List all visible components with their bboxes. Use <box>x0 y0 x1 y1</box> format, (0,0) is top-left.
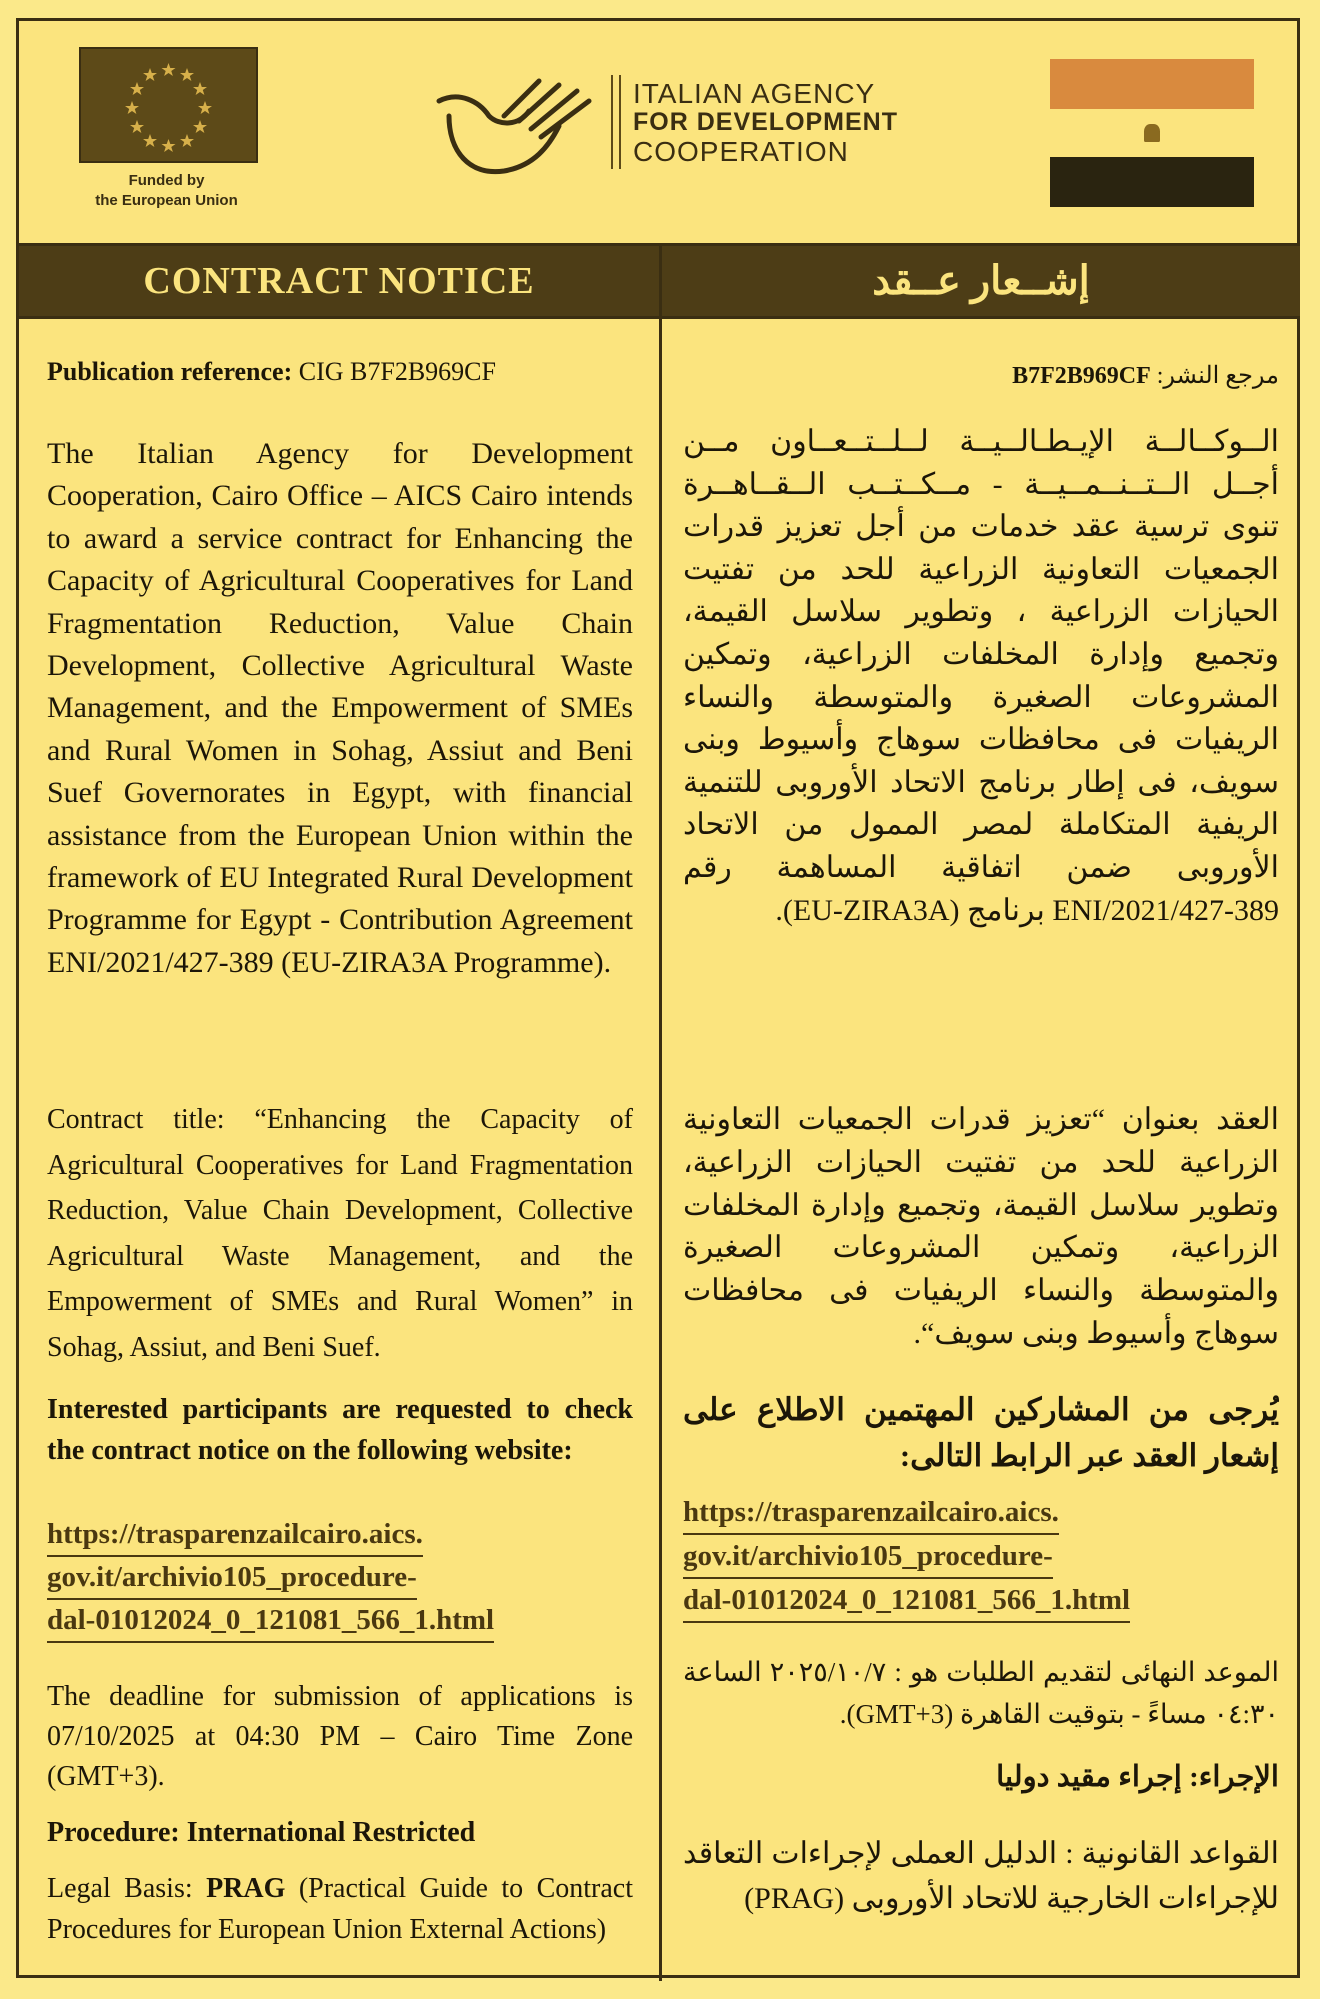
deadline-paragraph: The deadline for submission of applications is 07/10/2025 at 04:30 PM – Cairo Time Zone (GMT+3). <box>47 1681 633 1792</box>
arabic-request-paragraph: يُرجى من المشاركين المهتمين الاطلاع على إشعار العقد عبر الرابط التالى: <box>683 1392 1279 1473</box>
eu-funding-caption <box>59 171 274 211</box>
publication-reference-value: CIG B7F2B969CF <box>298 357 496 386</box>
aics-divider-bar <box>611 75 621 169</box>
eu-caption-line-1: Funded by <box>128 172 205 189</box>
arabic-notice-url-link[interactable] <box>683 1491 1264 1623</box>
notice-frame <box>16 18 1300 1978</box>
arabic-procedure-line: الإجراء: إجراء مقيد دوليا <box>996 1761 1279 1793</box>
arabic-deadline-paragraph: الموعد النهائى لتقديم الطلبات هو : ٢٠٢٥/١٠/٧ الساعة ٠٤:٣٠ مساءً - بتوقيت القاهرة (GMT+3). <box>683 1657 1279 1729</box>
header <box>19 21 1297 246</box>
url-line-3[interactable]: dal-01012024_0_121081_566_1.html <box>47 1600 494 1643</box>
arabic-url-line-1[interactable]: https://trasparenzailcairo.aics. <box>683 1491 1059 1535</box>
notice-url-link[interactable] <box>47 1514 633 1643</box>
arabic-legal-basis: القواعد القانونية : الدليل العملى لإجراءات التعاقد للإجراءات الخارجية للاتحاد الأوروبى (PRAG) <box>683 1837 1279 1915</box>
arabic-column <box>683 321 1279 1971</box>
publication-reference <box>47 357 496 387</box>
url-line-1[interactable]: https://trasparenzailcairo.aics. <box>47 1514 423 1557</box>
english-banner-title: CONTRACT NOTICE <box>143 260 535 302</box>
arabic-publication-reference <box>1012 361 1279 390</box>
banner-english <box>19 246 659 319</box>
banner-arabic <box>662 246 1300 319</box>
eagle-of-saladin-icon <box>1144 124 1160 142</box>
arabic-publication-label: مرجع النشر: <box>1156 363 1279 389</box>
column-divider <box>659 246 662 1981</box>
intro-paragraph: The Italian Agency for Development Cooperation, Cairo Office – AICS Cairo intends to award a service contract for Enhancing the Capacity of Agricultural Cooperatives for Land Fragmentation Reduction, Value Chain Development, Collective Agricultural Waste Management, and the Empowerment of SMEs and Rural Women in Sohag, Assiut and Beni Suef Governorates in Egypt, with financial assistance from the European Union within the framework of EU Integrated Rural Development Programme for Egypt - Contribution Agreement ENI/2021/427-389 (EU-ZIRA3A Programme). <box>47 437 633 979</box>
english-column <box>47 321 633 1971</box>
aics-line-1: ITALIAN AGENCY <box>633 78 876 109</box>
procedure-line: Procedure: International Restricted <box>47 1817 476 1848</box>
aics-wordmark <box>633 79 898 166</box>
legal-basis-prag: PRAG <box>206 1873 286 1904</box>
eu-caption-line-2: the European Union <box>95 192 238 209</box>
legal-basis-label: Legal Basis: <box>47 1873 193 1904</box>
legal-basis-paragraph <box>47 1869 633 1950</box>
arabic-publication-value: B7F2B969CF <box>1012 363 1151 389</box>
arabic-url-line-3[interactable]: dal-01012024_0_121081_566_1.html <box>683 1579 1130 1623</box>
url-line-2[interactable]: gov.it/archivio105_procedure- <box>47 1557 417 1600</box>
legal-basis-rest: (Practical Guide to Contract Procedures for European Union External Actions) <box>47 1873 633 1945</box>
arabic-url-line-2[interactable]: gov.it/archivio105_procedure- <box>683 1535 1053 1579</box>
request-paragraph: Interested participants are requested to check the contract notice on the following website: <box>47 1394 633 1466</box>
publication-reference-label: Publication reference: <box>47 357 293 386</box>
eu-stars-icon <box>125 63 212 152</box>
aics-line-3: COOPERATION <box>633 136 849 167</box>
egypt-flag-icon <box>1050 59 1254 207</box>
arabic-intro-paragraph: الــوكــالــة الإيـطـالــيــة لــلــتــعــاون مــن أجــل الــتــنــمــيــة - مــكــتــب الــقــاهــرة تنوى ترسية عقد خدمات من أجل تعزيز قدرات الجمعيات التعاونية الزراعية للحد من تفتيت الحيازات الزراعية ، وتطوير سلاسل القيمة، وتجميع وإدارة المخلفات الزراعية، وتمكين المشروعات الصغيرة والمتوسطة والنساء الريفيات فى محافظات سوهاج وأسيوط وبنى سويف، فى إطار برنامج الاتحاد الأوروبى للتنمية الريفية المتكاملة لمصر الممول من الاتحاد الأوروبى ضمن اتفاقية المساهمة رقم ENI/2021/427-389 برنامج (EU-ZIRA3A). <box>683 425 1279 927</box>
aics-line-2: FOR DEVELOPMENT <box>633 108 899 136</box>
arabic-banner-title: إشــعار عــقد <box>872 258 1090 303</box>
aics-dove-icon <box>429 71 599 191</box>
eu-flag-icon <box>79 47 258 163</box>
contract-title-paragraph: Contract title: “Enhancing the Capacity of Agricultural Cooperatives for Land Fragmentation Reduction, Value Chain Development, Collective Agricultural Waste Management, and the Empowerment of SMEs and Rural Women” in Sohag, Assiut, and Beni Suef. <box>47 1104 633 1363</box>
arabic-contract-title: العقد بعنوان “تعزيز قدرات الجمعيات التعاونية الزراعية للحد من تفتيت الحيازات الزراعية، وتطوير سلاسل القيمة، وتجميع وإدارة المخلفات الزراعية، وتمكين المشروعات الصغيرة والمتوسطة والنساء الريفيات فى محافظات سوهاج وأسيوط وبنى سويف“. <box>683 1103 1279 1350</box>
